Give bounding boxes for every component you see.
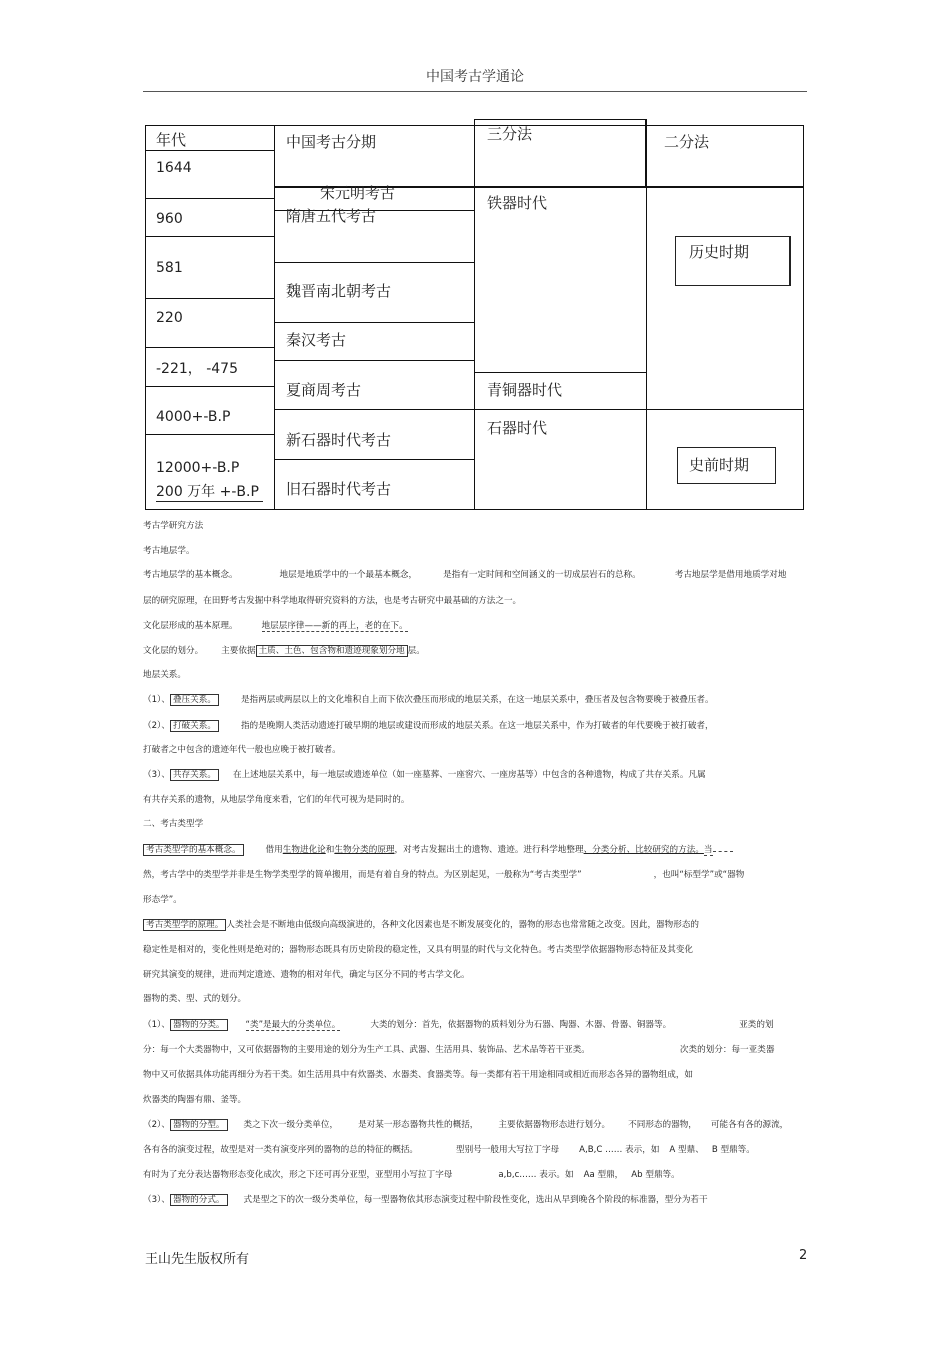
paragraph-line: 文化层的划分。 主要依据 土质、土色、包含物和遗迹现象划分地 层。: [143, 646, 425, 656]
year-cell: 960: [156, 211, 183, 227]
paragraph-line: 然，考古学中的类型学并非是生物学类型学的简单搬用，而是有着自身的特点。为区别起见，一般称为“考古类型学” ，也叫“标型学”或“器物: [143, 870, 745, 880]
three-age-cell: 铁器时代: [487, 194, 548, 212]
boxed-term: 打破关系。: [170, 720, 219, 732]
boxed-term: 考古类型学的基本概念。: [143, 844, 244, 856]
boxed-term: 共存关系。: [170, 769, 219, 781]
boxed-term: 土质、土色、包含物和遗迹现象划分地: [256, 645, 408, 657]
paragraph-line: 形态学”。: [143, 895, 182, 905]
three-age-cell: 青铜器时代: [487, 381, 563, 399]
col-header-year: 年代: [156, 131, 187, 149]
footer-copyright: 王山先生版权所有: [145, 1252, 250, 1267]
boxed-term: 考古类型学的原理。: [143, 919, 226, 931]
paragraph-line: 炊器类的陶器有鼎、釜等。: [143, 1095, 247, 1105]
col-header-period: 中国考古分期: [286, 133, 377, 151]
paragraph-line: 物中又可依据具体功能再细分为若干类。如生活用具中有炊器类、水器类、食器类等。每一类都有若干用途相同或相近而形态各异的器物组成，如: [143, 1070, 694, 1080]
paragraph-line: 分：每一个大类器物中，又可依据器物的主要用途的划分为生产工具、武器、生活用具、装饰品、艺术品等若干亚类。 次类的划分：每一亚类器: [143, 1045, 775, 1055]
paragraph-line: 有时为了充分表达器物形态变化成次，形之下还可再分亚型，亚型用小写拉丁字母 a,b,c…… 表示。如 Aa 型鼎， Ab 型鼎等。: [143, 1170, 680, 1180]
paragraph-line: 考古类型学的基本概念。 借用生物进化论和生物分类的原理，对考古发掘出土的遗物、遗迹。进行科学地整理、分类分析、比较研究的方法。当: [143, 844, 733, 856]
page-header-title: 中国考古学通论: [426, 69, 524, 85]
year-cell: 200 万年 +-B.P: [156, 483, 263, 502]
col-header-three-age: 三分法: [487, 125, 533, 143]
period-cell: 魏晋南北朝考古: [286, 282, 392, 300]
paragraph-line: （1）、 器物的分类。 “类”是最大的分类单位。 大类的划分：首先，依据器物的质料划分为石器、陶器、木器、骨器、铜器等。 亚类的划: [143, 1020, 774, 1030]
paragraph-line: 考古类型学的原理。 人类社会是不断地由低级向高级演进的，各种文化因素也是不断发展变化的，器物的形态也常常随之改变。因此，器物形态的: [143, 919, 699, 931]
year-cell: 581: [156, 260, 183, 276]
period-cell: 夏商周考古: [286, 381, 362, 399]
stratigraphy-law: 地层层序律——新的再上，老的在下。: [261, 621, 408, 631]
year-cell: 220: [156, 310, 183, 326]
period-cell: 旧石器时代考古: [286, 480, 392, 498]
boxed-term: 器物的分式。: [170, 1194, 228, 1206]
period-cell: 宋元明考古: [320, 184, 396, 202]
paragraph-line: 有共存关系的遗物，从地层学角度来看，它们的年代可视为是同时的。: [143, 795, 410, 805]
two-age-cell: 史前时期: [689, 456, 750, 474]
year-cell: -221， -475: [156, 361, 238, 377]
paragraph-line: 考古地层学的基本概念。 地层是地质学中的一个最基本概念， 是指有一定时间和空间涵义的一切成层岩石的总称。 考古地层学是借用地质学对地: [143, 570, 787, 580]
page-number: 2: [799, 1248, 808, 1263]
paragraph-line: （2）、 打破关系。 指的是晚期人类活动遗迹打破早期的地层或建设而形成的地层关系。在这一地层关系中，作为打破者的年代要晚于被打破者，: [143, 721, 714, 731]
paragraph-line: （2）、 器物的分型。 类之下次一级分类单位， 是对某一形态器物共性的概括， 主要依据器物形态进行划分。 不同形态的器物， 可能各有各的源流，: [143, 1120, 789, 1130]
paragraph-line: 稳定性是相对的，变化性则是绝对的；器物形态既具有历史阶段的稳定性，又具有明显的时代与文化特色。考古类型学依据器物形态特征及其变化: [143, 945, 694, 955]
period-cell: 秦汉考古: [286, 331, 347, 349]
year-cell: 4000+-B.P: [156, 409, 231, 425]
subsection-heading: 考古地层学。: [143, 546, 195, 556]
paragraph-line: （1）、 叠压关系。 是指两层或两层以上的文化堆积自上而下依次叠压而形成的地层关系，在这一地层关系中，叠压者及包含物要晚于被叠压者。: [143, 695, 714, 705]
paragraph-line: 研究其演变的规律，进而判定遗迹、遗物的相对年代，确定与区分不同的考古学文化。: [143, 970, 470, 980]
paragraph-line: 打破者之中包含的遗迹年代一般也应晚于被打破者。: [143, 745, 341, 755]
boxed-term: 器物的分型。: [170, 1119, 228, 1131]
three-age-cell: 石器时代: [487, 419, 548, 437]
paragraph-line: 层的研究原理，在田野考古发掘中科学地取得研究资料的方法，也是考古研究中最基础的方法之一。: [143, 596, 522, 606]
two-age-cell: 历史时期: [689, 243, 750, 261]
section-heading: 二、考古类型学: [143, 819, 204, 829]
header-rule: [143, 91, 807, 92]
year-cell: 1644: [156, 160, 192, 176]
period-cell: 新石器时代考古: [286, 431, 392, 449]
col-header-two-age: 二分法: [664, 133, 710, 151]
paragraph-line: 地层关系。: [143, 670, 186, 680]
paragraph-line: 文化层形成的基本原理。 地层层序律——新的再上，老的在下。: [143, 621, 408, 631]
paragraph-line: 各有各的演变过程，故型是对一类有演变序列的器物的总的特征的概括。 型别号一般用大写拉丁字母 A,B,C …… 表示，如 A 型鼎、 B 型鼎等。: [143, 1145, 755, 1155]
year-cell: 12000+-B.P: [156, 460, 240, 476]
period-cell: 隋唐五代考古: [286, 207, 377, 225]
boxed-term: 器物的分类。: [170, 1019, 228, 1031]
paragraph-line: （3）、 器物的分式。 式是型之下的次一级分类单位，每一型器物依其形态演变过程中阶段性变化，选出从早到晚各个阶段的标准器，型分为若干: [143, 1195, 708, 1205]
paragraph-line: 器物的类、型、式的划分。: [143, 994, 247, 1004]
boxed-term: 叠压关系。: [170, 694, 219, 706]
paragraph-line: （3）、 共存关系。 在上述地层关系中，每一地层或遗迹单位（如一座墓葬、一座窖穴、一座房基等）中包含的各种遗物，构成了共存关系。凡属: [143, 770, 706, 780]
section-heading: 考古学研究方法: [143, 521, 204, 531]
